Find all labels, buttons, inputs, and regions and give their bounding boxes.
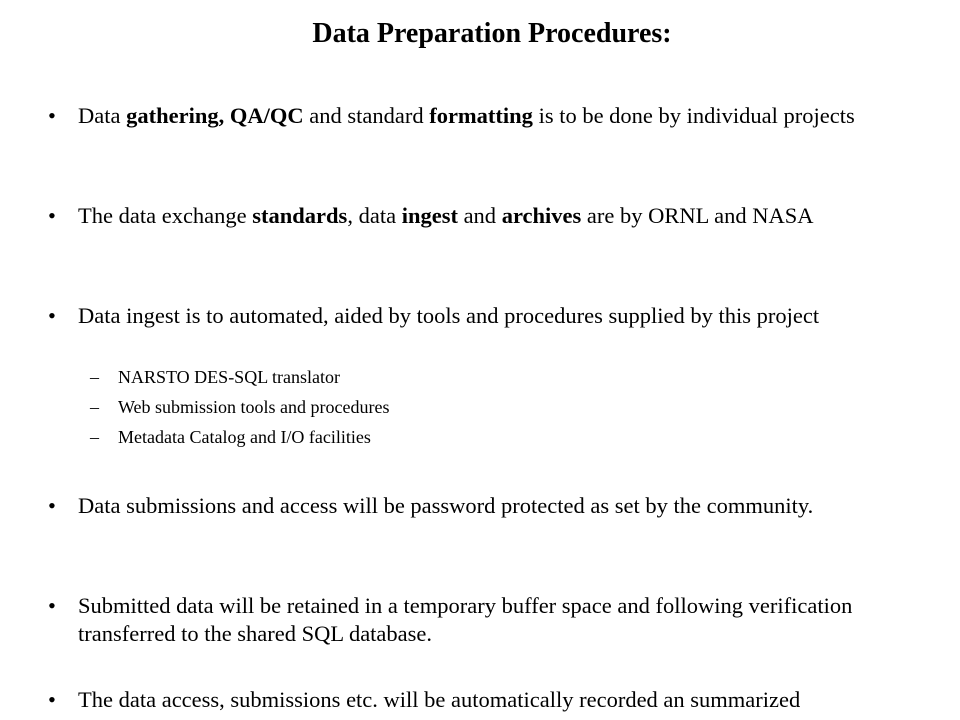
bullet-icon: •	[48, 687, 56, 712]
bullet-text: The data exchange standards, data ingest and archives are by ORNL and NASA	[78, 203, 814, 228]
dash-icon: –	[90, 427, 99, 447]
sub-bullet-item	[90, 426, 371, 448]
sub-bullet-text: Metadata Catalog and I/O facilities	[118, 427, 371, 447]
bullet-item	[48, 492, 928, 520]
bullet-icon: •	[48, 103, 56, 128]
bullet-item	[48, 202, 928, 230]
bullet-item	[48, 102, 928, 130]
bullet-text: Data gathering, QA/QC and standard formatting is to be done by individual projects	[78, 103, 855, 128]
bullet-icon: •	[48, 593, 56, 618]
bullet-icon: •	[48, 493, 56, 518]
bullet-item	[48, 592, 928, 648]
sub-bullet-text: NARSTO DES-SQL translator	[118, 367, 340, 387]
bullet-item	[48, 302, 928, 330]
bullet-icon: •	[48, 303, 56, 328]
sub-bullet-text: Web submission tools and procedures	[118, 397, 390, 417]
bullet-text: Data ingest is to automated, aided by tools and procedures supplied by this project	[78, 303, 820, 328]
sub-bullet-item	[90, 366, 340, 388]
bullet-text: Data submissions and access will be password protected as set by the community.	[78, 493, 814, 518]
dash-icon: –	[90, 397, 99, 417]
dash-icon: –	[90, 367, 99, 387]
bullet-text: The data access, submissions etc. will be automatically recorded an summarized	[78, 687, 801, 712]
bullet-icon: •	[48, 203, 56, 228]
bullet-item	[48, 686, 960, 714]
slide-title: Data Preparation Procedures:	[312, 18, 672, 49]
bullet-text: Submitted data will be retained in a temporary buffer space and following verification transferred to the shared SQL database.	[78, 593, 853, 646]
sub-bullet-item	[90, 396, 390, 418]
